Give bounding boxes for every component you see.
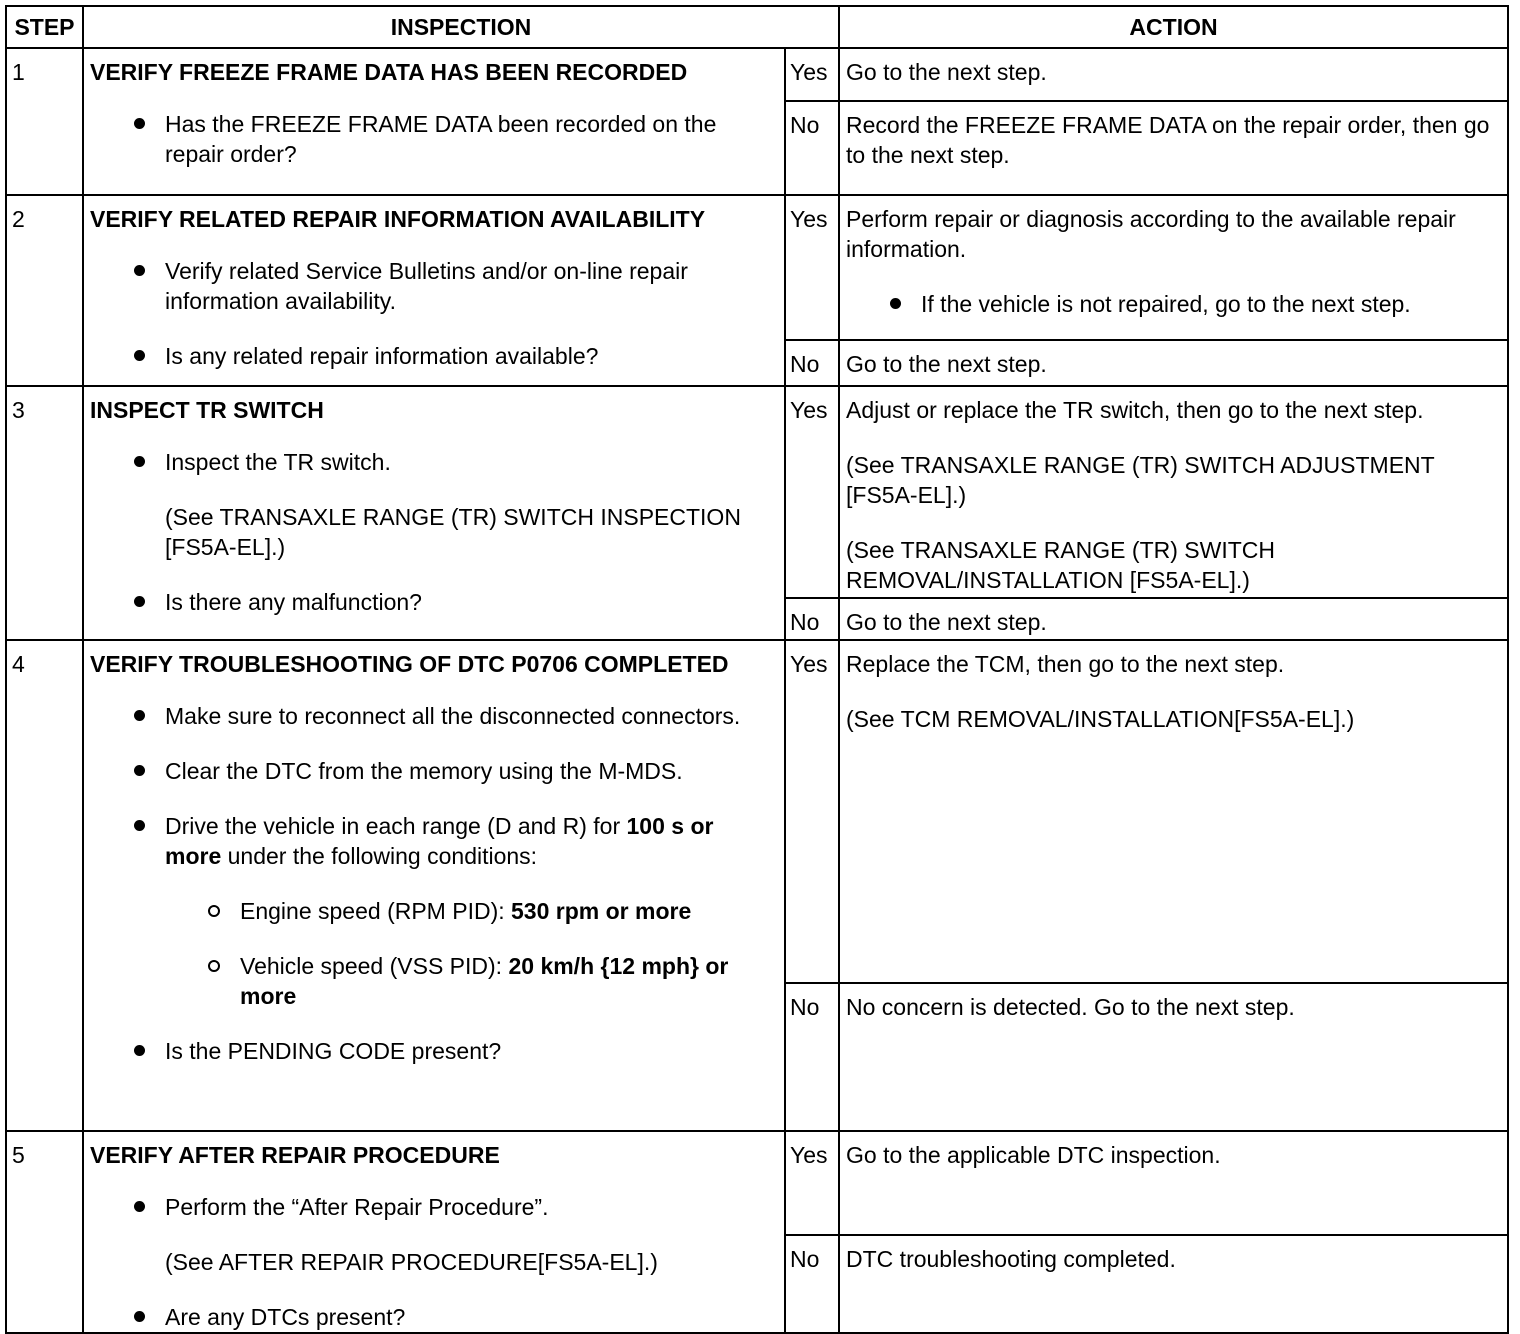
condition-label: Engine speed (RPM PID): (240, 898, 512, 924)
yes-action (839, 48, 1508, 101)
step-number: 5 (6, 1131, 83, 1333)
yes-label: Yes (785, 1131, 839, 1235)
condition-value: 20 km/h {12 mph} or more (240, 953, 729, 1009)
diagnostic-procedure-table (5, 5, 1509, 1334)
inspection-bullet: Is any related repair information available? (165, 341, 776, 371)
inspection-bullet: Perform the “After Repair Procedure”. (165, 1192, 776, 1222)
no-action (839, 983, 1508, 1131)
step-2-yes-row (6, 195, 1508, 340)
header-row (6, 6, 1508, 48)
no-action (839, 598, 1508, 640)
inspection-bullet: Is there any malfunction? (165, 587, 776, 617)
no-label: No (785, 340, 839, 386)
no-label: No (785, 101, 839, 195)
yes-label: Yes (785, 195, 839, 340)
condition-label: Vehicle speed (VSS PID): (240, 953, 509, 979)
action-text: Go to the applicable DTC inspection. (846, 1142, 1221, 1168)
step-number: 2 (6, 195, 83, 386)
no-action (839, 1235, 1508, 1333)
action-text: Replace the TCM, then go to the next step. (846, 651, 1285, 677)
condition-item (240, 896, 776, 926)
no-action (839, 340, 1508, 386)
step-title: VERIFY RELATED REPAIR INFORMATION AVAILABILITY (90, 206, 706, 232)
step-1-yes-row (6, 48, 1508, 101)
step-number: 1 (6, 48, 83, 195)
reference-note: (See AFTER REPAIR PROCEDURE[FS5A-EL].) (165, 1249, 658, 1275)
no-label: No (785, 598, 839, 640)
condition-item (240, 951, 776, 1011)
reference-note: (See TCM REMOVAL/INSTALLATION[FS5A-EL].) (846, 706, 1355, 732)
drive-text: Drive the vehicle in each range (D and R) for (165, 813, 627, 839)
inspection-bullet: Verify related Service Bulletins and/or on-line repair information availability. (165, 256, 776, 316)
step-number: 3 (6, 386, 83, 640)
step-title: VERIFY TROUBLESHOOTING OF DTC P0706 COMPLETED (90, 651, 729, 677)
step-1-inspection (83, 48, 785, 195)
inspection-bullet: Clear the DTC from the memory using the M-MDS. (165, 756, 776, 786)
yes-label: Yes (785, 640, 839, 983)
step-4-inspection (83, 640, 785, 1131)
step-3-inspection (83, 386, 785, 640)
no-action (839, 101, 1508, 195)
no-label: No (785, 983, 839, 1131)
action-text: Go to the next step. (846, 609, 1047, 635)
step-title: INSPECT TR SWITCH (90, 397, 324, 423)
action-text: DTC troubleshooting completed. (846, 1246, 1176, 1272)
yes-action (839, 195, 1508, 340)
action-text: Perform repair or diagnosis according to the available repair information. (846, 206, 1456, 262)
step-number: 4 (6, 640, 83, 1131)
drive-duration: 100 s or more (165, 813, 714, 869)
inspection-bullet (165, 811, 776, 871)
yes-action (839, 1131, 1508, 1235)
action-text: No concern is detected. Go to the next step. (846, 994, 1295, 1020)
yes-label: Yes (785, 386, 839, 598)
reference-note: (See TRANSAXLE RANGE (TR) SWITCH INSPECTION [FS5A-EL].) (165, 504, 741, 560)
step-title: VERIFY AFTER REPAIR PROCEDURE (90, 1142, 500, 1168)
yes-action (839, 386, 1508, 598)
step-5-inspection (83, 1131, 785, 1333)
reference-note: (See TRANSAXLE RANGE (TR) SWITCH REMOVAL/INSTALLATION [FS5A-EL].) (846, 537, 1275, 593)
no-label: No (785, 1235, 839, 1333)
action-text: Adjust or replace the TR switch, then go to the next step. (846, 397, 1424, 423)
inspection-bullet: Has the FREEZE FRAME DATA been recorded on the repair order? (165, 109, 776, 169)
step-title: VERIFY FREEZE FRAME DATA HAS BEEN RECORDED (90, 59, 688, 85)
action-text: Go to the next step. (846, 59, 1047, 85)
action-bullet: If the vehicle is not repaired, go to the next step. (921, 289, 1501, 319)
header-action: ACTION (839, 6, 1508, 48)
inspection-bullet: Is the PENDING CODE present? (165, 1036, 776, 1066)
step-3-yes-row (6, 386, 1508, 598)
inspection-bullet: Make sure to reconnect all the disconnected connectors. (165, 701, 776, 731)
action-text: Record the FREEZE FRAME DATA on the repair order, then go to the next step. (846, 111, 1490, 168)
yes-action (839, 640, 1508, 983)
step-4-yes-row (6, 640, 1508, 983)
inspection-bullet: Inspect the TR switch. (165, 447, 776, 477)
step-2-inspection (83, 195, 785, 386)
reference-note: (See TRANSAXLE RANGE (TR) SWITCH ADJUSTMENT [FS5A-EL].) (846, 452, 1435, 508)
action-text: Go to the next step. (846, 351, 1047, 377)
condition-value: 530 rpm or more (511, 898, 692, 924)
step-5-yes-row (6, 1131, 1508, 1235)
yes-label: Yes (785, 48, 839, 101)
drive-text: under the following conditions: (221, 843, 538, 869)
header-step: STEP (6, 6, 83, 48)
inspection-bullet: Are any DTCs present? (165, 1302, 776, 1332)
header-inspection: INSPECTION (83, 6, 839, 48)
